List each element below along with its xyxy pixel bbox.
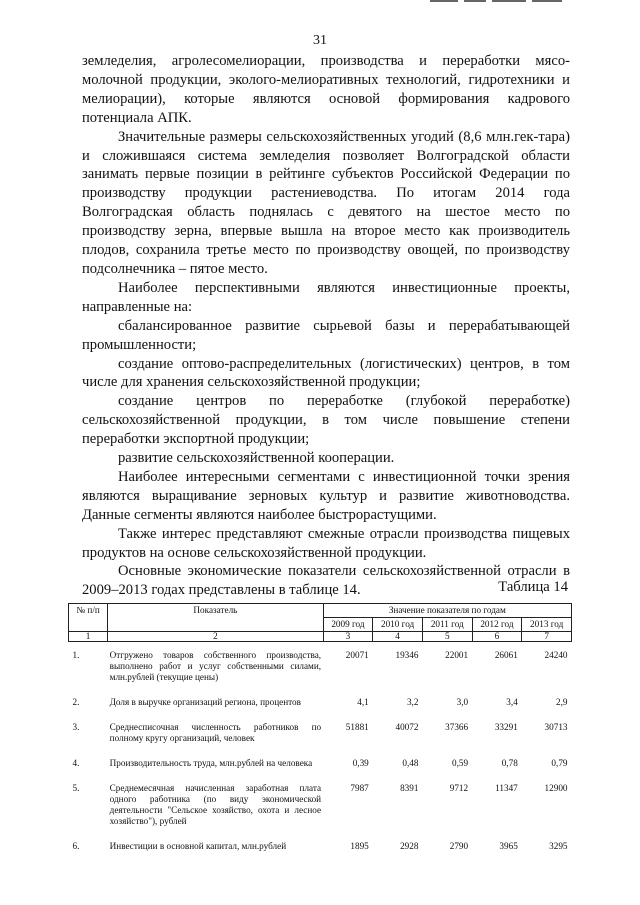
column-number: 1 xyxy=(69,632,108,642)
indicator-value: 8391 xyxy=(400,783,419,793)
paragraph: Наиболее перспективными являются инвестиционные проекты, направленные на: xyxy=(82,279,570,315)
column-number: 5 xyxy=(422,632,472,642)
paragraph: создание оптово-распределительных (логистических) центров, в том числе для хранения сельскохозяйственной продукции; xyxy=(82,355,570,391)
indicator-value: 12900 xyxy=(544,783,568,793)
indicator-value: 3295 xyxy=(549,841,568,851)
body-text xyxy=(82,52,570,600)
paragraph: Основные экономические показатели сельскохозяйственной отрасли в 2009–2013 годах представлены в таблице 14. xyxy=(82,563,570,599)
indicator-value: 7987 xyxy=(350,783,369,793)
row-number: 1. xyxy=(72,650,80,660)
paragraph: Также интерес представляют смежные отрасли производства пищевых продуктов на основе сельскохозяйственной продукции. xyxy=(82,525,570,561)
indicator-name: Инвестиции в основной капитал, млн.рублей xyxy=(109,841,287,851)
indicator-name: Среднесписочная численность работников по полному кругу организаций, человек xyxy=(109,722,322,743)
column-number: 2 xyxy=(108,632,323,642)
indicators-table xyxy=(68,603,572,858)
indicator-value: 24240 xyxy=(544,650,568,660)
indicator-value: 2928 xyxy=(400,841,419,851)
column-number: 7 xyxy=(522,632,572,642)
indicator-value: 22001 xyxy=(445,650,469,660)
indicator-value: 4,1 xyxy=(357,697,369,707)
indicator-value: 3,2 xyxy=(406,697,419,707)
header-year: 2011 год xyxy=(422,618,472,632)
header-indicator: Показатель xyxy=(108,604,323,632)
indicator-name: Среднемесячная начисленная заработная плата одного работника (по виду экономической деятельности "Сельское хозяйство, охота и лесное хозяйство"), рублей xyxy=(109,783,322,826)
table-row xyxy=(69,833,572,858)
header-year: 2013 год xyxy=(522,618,572,632)
page-number: 31 xyxy=(313,33,327,48)
row-number: 4. xyxy=(72,758,80,768)
paragraph: Наиболее интересными сегментами с инвестиционной точки зрения являются выращивание зерновых культур и развитие животноводства. Данные сегменты являются наиболее быстрорастущими. xyxy=(82,468,570,523)
indicator-name: Отгружено товаров собственного производства, выполнено работ и услуг собственными силами, млн.рублей (текущие цены) xyxy=(109,650,322,682)
indicator-value: 3,4 xyxy=(506,697,518,707)
column-number: 4 xyxy=(373,632,423,642)
table-row xyxy=(69,689,572,714)
table-row xyxy=(69,642,572,690)
indicator-value: 0,78 xyxy=(501,758,518,768)
indicator-value: 33291 xyxy=(494,722,518,732)
indicator-value: 9712 xyxy=(449,783,469,793)
paragraph: Значительные размеры сельскохозяйственных угодий (8,6 млн.гек-тара) и сложившаяся система земледелия позволяет Волгоградской области занимать первые позиции в рейтинге субъектов Российской Федерации по производству продукции растениеводства. По итогам 2014 года Волгоградская область поднялась с девятого на шестое место по производству зерна, впервые вышла на второе место как производитель плодов, сохранила третье место по производству овощей, по производству подсолнечника – пятое место. xyxy=(82,128,570,277)
header-year: 2012 год xyxy=(472,618,522,632)
indicator-value: 0,48 xyxy=(402,758,419,768)
table-row xyxy=(69,750,572,775)
indicator-value: 19346 xyxy=(395,650,419,660)
indicator-value: 0,79 xyxy=(551,758,568,768)
row-number: 2. xyxy=(72,697,80,707)
indicator-value: 37366 xyxy=(445,722,469,732)
header-no: № п/п xyxy=(69,604,108,632)
header-year: 2009 год xyxy=(323,618,373,632)
table-caption: Таблица 14 xyxy=(498,579,568,595)
header-year: 2010 год xyxy=(373,618,423,632)
indicator-value: 11347 xyxy=(495,783,518,793)
indicator-value: 2,9 xyxy=(556,697,568,707)
paragraph: сбалансированное развитие сырьевой базы и перерабатывающей промышленности; xyxy=(82,317,570,353)
indicator-value: 0,59 xyxy=(452,758,469,768)
indicator-value: 0,39 xyxy=(352,758,369,768)
indicator-value: 3,0 xyxy=(456,697,469,707)
indicator-value: 51881 xyxy=(345,722,369,732)
indicator-value: 26061 xyxy=(494,650,518,660)
indicator-value: 20071 xyxy=(345,650,369,660)
row-number: 3. xyxy=(72,722,80,732)
scan-edge-marks xyxy=(430,0,580,4)
row-number: 5. xyxy=(72,783,80,793)
paragraph: развитие сельскохозяйственной кооперации. xyxy=(118,450,395,467)
paragraph: земледелия, агролесомелиорации, производства и переработки мясо-молочной продукции, эколого-мелиоративных технологий, гидротехники и мелиорации), которые являются основой формирования кадрового потенциала АПК. xyxy=(82,53,570,126)
indicator-value: 1895 xyxy=(350,841,369,851)
table-row xyxy=(69,714,572,750)
indicator-value: 3965 xyxy=(499,841,518,851)
indicator-name: Доля в выручке организаций региона, процентов xyxy=(109,697,301,707)
indicator-value: 30713 xyxy=(544,722,568,732)
indicator-value: 40072 xyxy=(395,722,419,732)
column-number: 6 xyxy=(472,632,522,642)
column-number: 3 xyxy=(323,632,373,642)
table-row xyxy=(69,775,572,833)
indicator-name: Производительность труда, млн.рублей на человека xyxy=(109,758,313,768)
paragraph: создание центров по переработке (глубокой переработке) сельскохозяйственной продукции, в том числе повышение степени переработки экспортной продукции; xyxy=(82,393,570,448)
header-values: Значение показателя по годам xyxy=(323,604,571,618)
row-number: 6. xyxy=(72,841,80,851)
indicator-value: 2790 xyxy=(449,841,469,851)
